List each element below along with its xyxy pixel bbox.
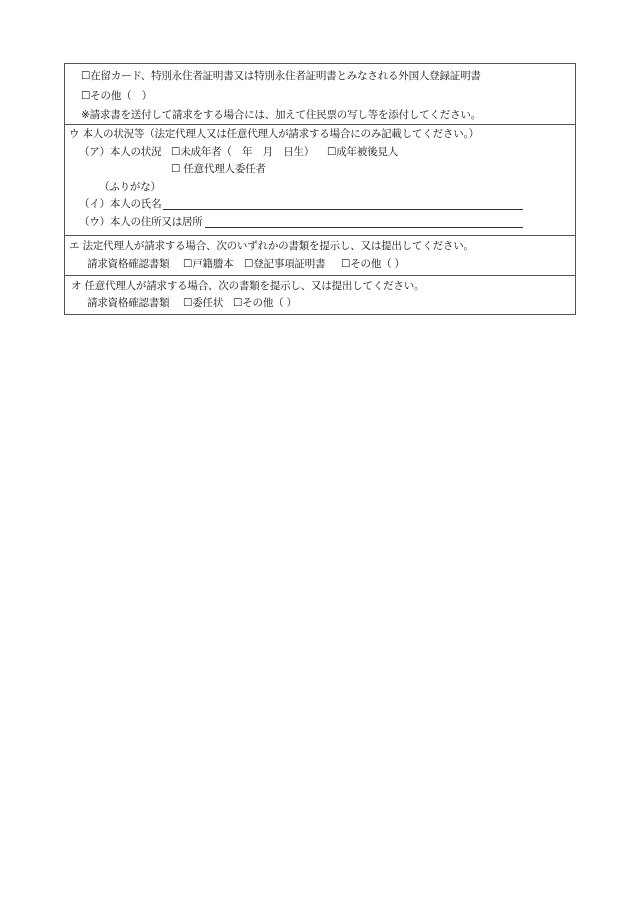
mail-request-note: ※請求書を送付して請求をする場合には、加えて住民票の写し等を添付してください。	[81, 109, 481, 121]
section-u-heading: ウ 本人の状況等（法定代理人又は任意代理人が請求する場合にのみ記載してください。）	[69, 128, 479, 140]
other-document-checkbox[interactable]: ☐その他（ ）	[81, 90, 153, 102]
principal-name-field[interactable]	[163, 209, 523, 210]
principal-name-label: （イ）本人の氏名	[79, 198, 162, 210]
principal-address-label: （ウ）本人の住所又は居所	[79, 216, 203, 228]
principal-status-label: （ア）本人の状況	[79, 146, 162, 158]
qualification-docs-label: 請求資格確認書類	[87, 297, 170, 309]
section-o-heading: オ 任意代理人が請求する場合、次の書類を提示し、又は提出してください。	[71, 280, 425, 292]
minor-checkbox[interactable]: ☐未成年者（ 年 月 日生）	[171, 146, 315, 158]
koseki-checkbox[interactable]: ☐戸籍謄本	[183, 258, 234, 270]
principal-address-field[interactable]	[205, 227, 523, 228]
proxy-letter-checkbox[interactable]: ☐委任状	[183, 297, 224, 309]
legal-other-checkbox[interactable]: ☐その他（ ）	[341, 258, 405, 270]
legal-representative-section	[65, 236, 575, 276]
registry-certificate-checkbox[interactable]: ☐登記事項証明書	[244, 258, 326, 270]
agent-principal-checkbox[interactable]: ☐ 任意代理人委任者	[171, 163, 266, 175]
request-form-table	[64, 63, 576, 315]
voluntary-agent-section	[65, 276, 575, 314]
section-e-heading: エ 法定代理人が請求する場合、次のいずれかの書類を提示し、又は提出してください。	[69, 240, 474, 252]
adult-ward-checkbox[interactable]: ☐成年被後見人	[327, 146, 399, 158]
identity-documents-section	[65, 64, 575, 125]
qualification-docs-label: 請求資格確認書類	[87, 258, 170, 270]
residence-card-checkbox[interactable]: ☐在留カード、特別永住者証明書又は特別永住者証明書とみなされる外国人登録証明書	[81, 70, 481, 82]
furigana-label: （ふりがな）	[99, 181, 161, 193]
principal-status-section	[65, 125, 575, 236]
voluntary-other-checkbox[interactable]: ☐その他（ ）	[233, 297, 297, 309]
